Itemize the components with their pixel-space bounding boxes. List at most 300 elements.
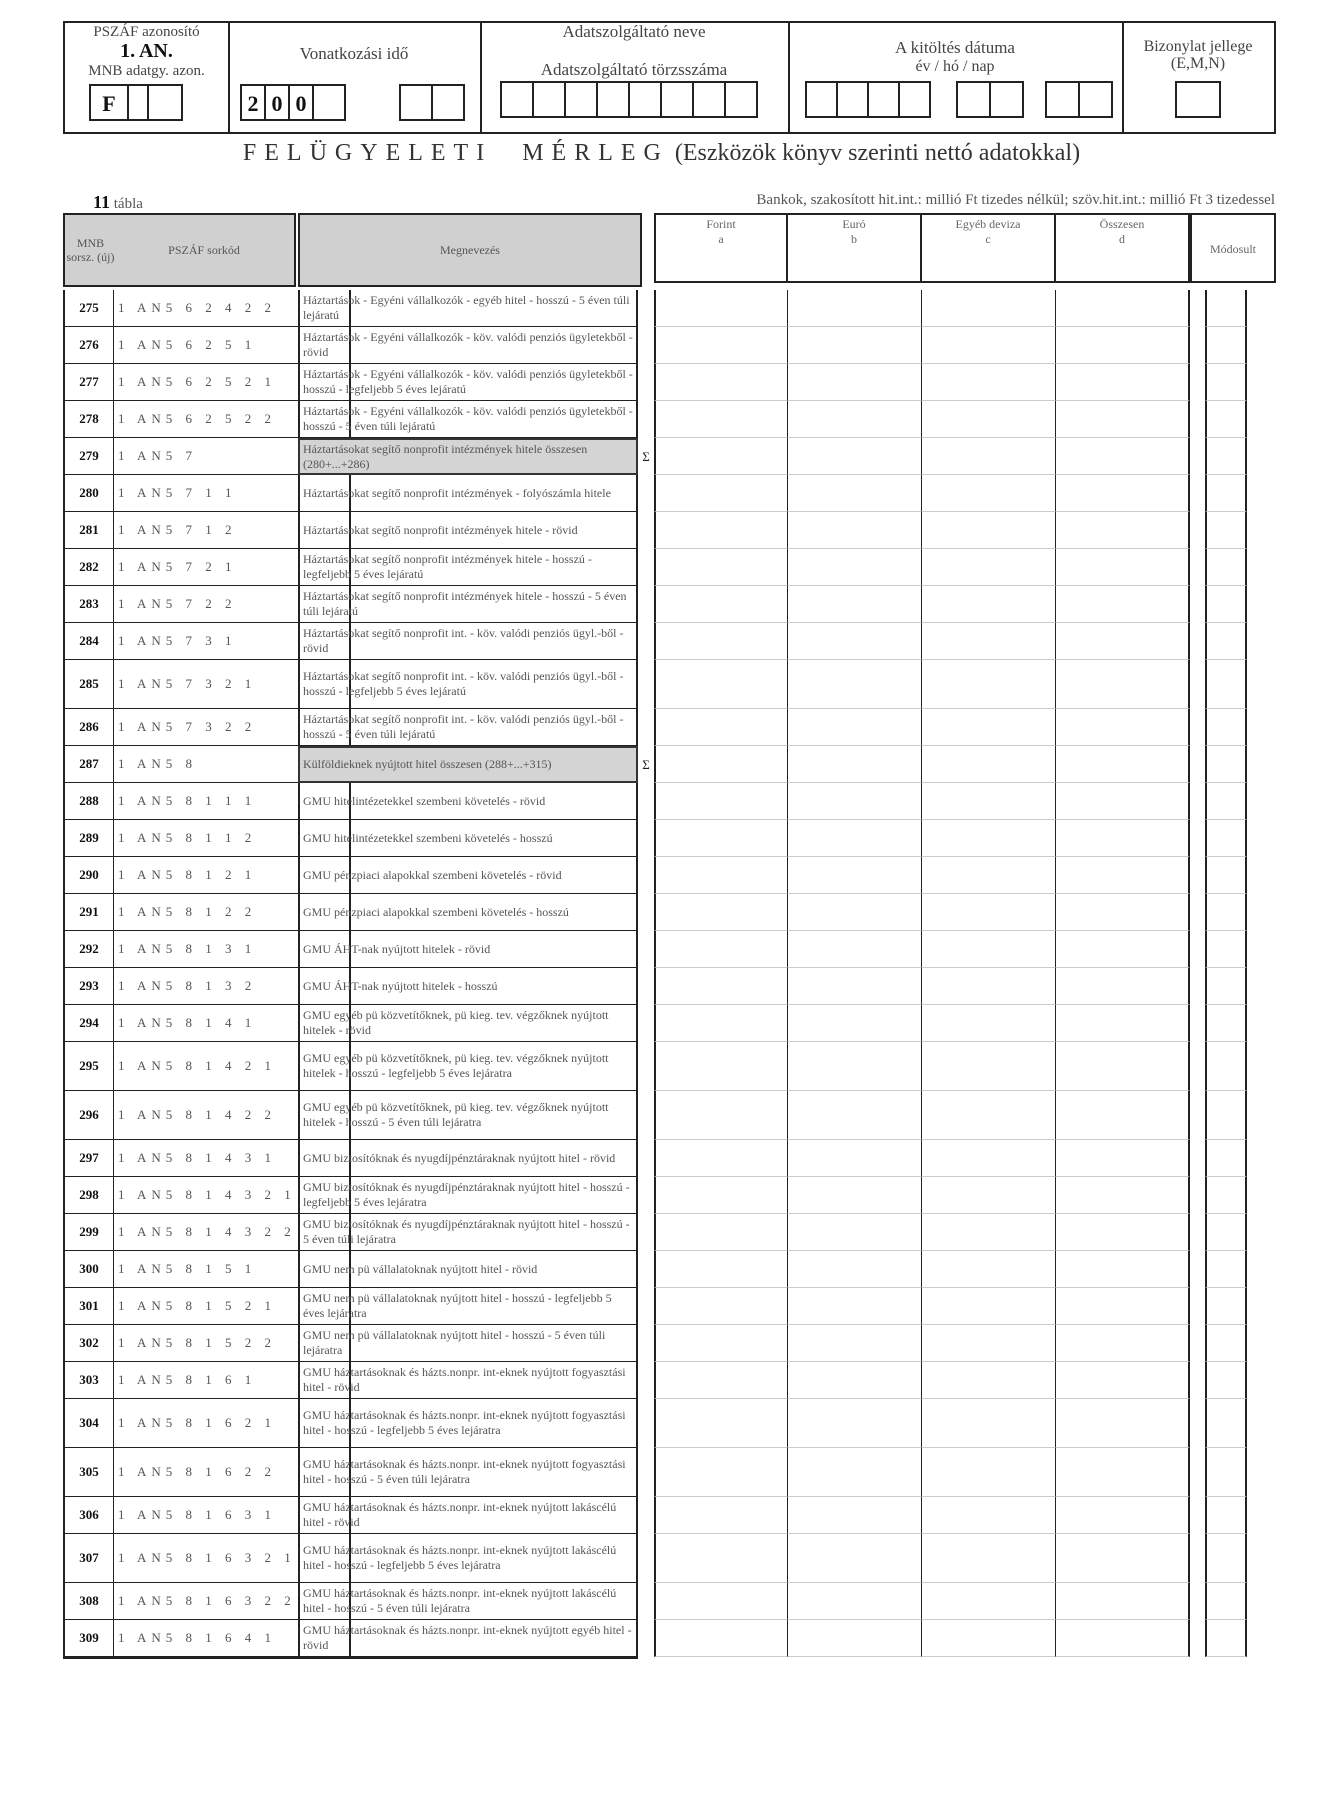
modified-cell[interactable] xyxy=(1205,1399,1247,1448)
other-currency-cell[interactable] xyxy=(922,1399,1056,1448)
euro-cell[interactable] xyxy=(788,586,922,623)
mnb-cell[interactable] xyxy=(127,84,149,121)
forint-cell[interactable] xyxy=(654,1140,788,1177)
total-cell[interactable] xyxy=(1056,1620,1190,1657)
euro-cell[interactable] xyxy=(788,1214,922,1251)
mnb-cell[interactable]: F xyxy=(89,84,129,121)
forint-cell[interactable] xyxy=(654,549,788,586)
total-cell[interactable] xyxy=(1056,820,1190,857)
row-number: 281 xyxy=(63,512,114,549)
modified-cell[interactable] xyxy=(1205,1091,1247,1140)
modified-cell[interactable] xyxy=(1205,1140,1247,1177)
modified-cell[interactable] xyxy=(1205,438,1247,475)
row-name: Háztartásokat segítő nonprofit int. - köv. valódi penziós ügyl.-ből - rövid xyxy=(298,623,638,660)
other-currency-cell[interactable] xyxy=(922,746,1056,783)
total-cell[interactable] xyxy=(1056,1042,1190,1091)
other-currency-cell[interactable] xyxy=(922,820,1056,857)
row-name: GMU nem pü vállalatoknak nyújtott hitel - hosszú - 5 éven túli lejáratra xyxy=(298,1325,638,1362)
provider-name-label: Adatszolgáltató neve xyxy=(562,22,706,41)
forint-cell[interactable] xyxy=(654,475,788,512)
euro-cell[interactable] xyxy=(788,364,922,401)
modified-cell[interactable] xyxy=(1205,709,1247,746)
table-bottom-border xyxy=(63,1657,638,1659)
col-forint xyxy=(654,213,788,283)
date-cell[interactable] xyxy=(1045,81,1080,118)
forint-cell[interactable] xyxy=(654,512,788,549)
row-name: Háztartásokat segítő nonprofit intézmények hitele - hosszú - legfeljebb 5 éves lejáratú xyxy=(298,549,638,586)
row-code: 1 AN5 8 1 4 2 2 xyxy=(114,1091,351,1140)
euro-cell[interactable] xyxy=(788,1005,922,1042)
euro-cell[interactable] xyxy=(788,746,922,783)
sum-symbol: Σ xyxy=(642,448,650,464)
total-cell[interactable] xyxy=(1056,1497,1190,1534)
total-cell[interactable] xyxy=(1056,475,1190,512)
row-code: 1 AN5 8 1 4 2 1 xyxy=(114,1042,351,1091)
row-number: 301 xyxy=(63,1288,114,1325)
fill-date-label: A kitöltés dátuma xyxy=(895,38,1015,57)
total-cell[interactable] xyxy=(1056,1399,1190,1448)
row-code: 1 AN5 8 1 2 1 xyxy=(114,857,351,894)
table-row xyxy=(63,290,1263,327)
period-cell[interactable] xyxy=(431,84,465,121)
modified-cell[interactable] xyxy=(1205,1325,1247,1362)
date-cell[interactable] xyxy=(836,81,869,118)
other-currency-cell[interactable] xyxy=(922,857,1056,894)
table-row xyxy=(63,1288,1263,1325)
total-cell[interactable] xyxy=(1056,290,1190,327)
row-name: GMU nem pü vállalatoknak nyújtott hitel - rövid xyxy=(298,1251,638,1288)
date-cell[interactable] xyxy=(898,81,931,118)
modified-cell[interactable] xyxy=(1205,549,1247,586)
row-number: 296 xyxy=(63,1091,114,1140)
other-currency-cell[interactable] xyxy=(922,1534,1056,1583)
row-number: 283 xyxy=(63,586,114,623)
modified-cell[interactable] xyxy=(1205,475,1247,512)
total-cell[interactable] xyxy=(1056,512,1190,549)
total-cell[interactable] xyxy=(1056,1325,1190,1362)
modified-cell[interactable] xyxy=(1205,327,1247,364)
row-code: 1 AN5 8 1 6 2 2 xyxy=(114,1448,351,1497)
provider-reg-cell[interactable] xyxy=(596,81,630,118)
total-cell[interactable] xyxy=(1056,1091,1190,1140)
euro-cell[interactable] xyxy=(788,1091,922,1140)
modified-cell[interactable] xyxy=(1205,1005,1247,1042)
other-currency-cell[interactable] xyxy=(922,475,1056,512)
form-header xyxy=(63,21,1276,134)
euro-cell[interactable] xyxy=(788,1620,922,1657)
total-cell[interactable] xyxy=(1056,623,1190,660)
row-code: 1 AN5 8 1 6 3 2 2 xyxy=(114,1583,351,1620)
row-number: 277 xyxy=(63,364,114,401)
euro-cell[interactable] xyxy=(788,783,922,820)
row-number: 306 xyxy=(63,1497,114,1534)
other-currency-cell[interactable] xyxy=(922,1177,1056,1214)
euro-cell[interactable] xyxy=(788,327,922,364)
period-cells-month xyxy=(399,84,465,121)
euro-cell[interactable] xyxy=(788,1362,922,1399)
other-currency-cell[interactable] xyxy=(922,1042,1056,1091)
row-code: 1 AN5 7 2 1 xyxy=(114,549,351,586)
modified-cell[interactable] xyxy=(1205,290,1247,327)
row-code: 1 AN5 8 1 6 3 1 xyxy=(114,1497,351,1534)
forint-cell[interactable] xyxy=(654,1583,788,1620)
table-label xyxy=(93,192,143,213)
euro-cell[interactable] xyxy=(788,1251,922,1288)
euro-cell[interactable] xyxy=(788,1534,922,1583)
other-currency-cell[interactable] xyxy=(922,1140,1056,1177)
total-cell[interactable] xyxy=(1056,438,1190,475)
row-number: 291 xyxy=(63,894,114,931)
date-cell[interactable] xyxy=(805,81,838,118)
date-cell[interactable] xyxy=(956,81,991,118)
row-code: 1 AN5 8 1 6 1 xyxy=(114,1362,351,1399)
row-code: 1 AN5 8 1 3 2 xyxy=(114,968,351,1005)
total-cell[interactable] xyxy=(1056,931,1190,968)
table-row xyxy=(63,1325,1263,1362)
euro-cell[interactable] xyxy=(788,1177,922,1214)
other-currency-cell[interactable] xyxy=(922,1448,1056,1497)
forint-cell[interactable] xyxy=(654,1251,788,1288)
forint-cell[interactable] xyxy=(654,783,788,820)
total-cell[interactable] xyxy=(1056,364,1190,401)
provider-reg-cell[interactable] xyxy=(660,81,694,118)
total-cell[interactable] xyxy=(1056,1251,1190,1288)
euro-cell[interactable] xyxy=(788,894,922,931)
forint-cell[interactable] xyxy=(654,586,788,623)
forint-cell[interactable] xyxy=(654,931,788,968)
modified-cell[interactable] xyxy=(1205,1583,1247,1620)
row-code: 1 AN5 8 1 1 2 xyxy=(114,820,351,857)
table-row xyxy=(63,1362,1263,1399)
row-number: 304 xyxy=(63,1399,114,1448)
modified-cell[interactable] xyxy=(1205,1214,1247,1251)
forint-cell[interactable] xyxy=(654,1288,788,1325)
table-row xyxy=(63,401,1263,438)
row-name: Külföldieknek nyújtott hitel összesen (288+...+315) xyxy=(298,746,638,783)
row-code: 1 AN5 8 1 4 3 2 2 xyxy=(114,1214,351,1251)
forint-cell[interactable] xyxy=(654,660,788,709)
euro-cell[interactable] xyxy=(788,709,922,746)
modified-cell[interactable] xyxy=(1205,820,1247,857)
total-cell[interactable] xyxy=(1056,746,1190,783)
forint-cell[interactable] xyxy=(654,857,788,894)
euro-cell[interactable] xyxy=(788,820,922,857)
other-currency-cell[interactable] xyxy=(922,401,1056,438)
row-name: GMU biztosítóknak és nyugdíjpénztáraknak nyújtott hitel - hosszú - legfeljebb 5 éves lejáratra xyxy=(298,1177,638,1214)
date-cell[interactable] xyxy=(989,81,1024,118)
date-cell[interactable] xyxy=(1078,81,1113,118)
other-currency-cell[interactable] xyxy=(922,1091,1056,1140)
modified-cell[interactable] xyxy=(1205,1497,1247,1534)
modified-cell[interactable] xyxy=(1205,1177,1247,1214)
other-currency-cell[interactable] xyxy=(922,1583,1056,1620)
euro-cell[interactable] xyxy=(788,401,922,438)
forint-cell[interactable] xyxy=(654,438,788,475)
row-number: 285 xyxy=(63,660,114,709)
forint-cell[interactable] xyxy=(654,709,788,746)
forint-cell[interactable] xyxy=(654,1005,788,1042)
euro-cell[interactable] xyxy=(788,1448,922,1497)
euro-cell[interactable] xyxy=(788,1325,922,1362)
modified-cell[interactable] xyxy=(1205,364,1247,401)
modified-cell[interactable] xyxy=(1205,1448,1247,1497)
row-code: 1 AN5 7 3 2 2 xyxy=(114,709,351,746)
euro-cell[interactable] xyxy=(788,1042,922,1091)
forint-cell[interactable] xyxy=(654,1325,788,1362)
other-currency-cell[interactable] xyxy=(922,1214,1056,1251)
row-name: Háztartásokat segítő nonprofit int. - köv. valódi penziós ügyl.-ből - hosszú - 5 éven túli lejáratú xyxy=(298,709,638,746)
other-currency-cell[interactable] xyxy=(922,1620,1056,1657)
euro-cell[interactable] xyxy=(788,438,922,475)
row-code: 1 AN5 8 1 5 2 2 xyxy=(114,1325,351,1362)
other-currency-cell[interactable] xyxy=(922,327,1056,364)
row-number: 294 xyxy=(63,1005,114,1042)
table-row xyxy=(63,1399,1263,1448)
other-currency-cell[interactable] xyxy=(922,1288,1056,1325)
col-mnb: MNB sorsz. (új) xyxy=(63,213,118,287)
total-cell[interactable] xyxy=(1056,401,1190,438)
table-row xyxy=(63,549,1263,586)
euro-cell[interactable] xyxy=(788,290,922,327)
title-part2: MÉRLEG xyxy=(522,140,669,166)
row-code: 1 AN5 8 xyxy=(114,746,351,783)
forint-cell[interactable] xyxy=(654,894,788,931)
modified-cell[interactable] xyxy=(1205,968,1247,1005)
total-cell[interactable] xyxy=(1056,894,1190,931)
other-currency-cell[interactable] xyxy=(922,1251,1056,1288)
other-currency-cell[interactable] xyxy=(922,549,1056,586)
doc-type-cell[interactable] xyxy=(1175,81,1221,118)
row-number: 299 xyxy=(63,1214,114,1251)
period-cell[interactable]: 0 xyxy=(264,84,290,121)
row-code: 1 AN5 8 1 6 2 1 xyxy=(114,1399,351,1448)
modified-cell[interactable] xyxy=(1205,746,1247,783)
total-cell[interactable] xyxy=(1056,586,1190,623)
modified-cell[interactable] xyxy=(1205,857,1247,894)
other-currency-cell[interactable] xyxy=(922,364,1056,401)
forint-cell[interactable] xyxy=(654,327,788,364)
total-cell[interactable] xyxy=(1056,1534,1190,1583)
doc-type-cells xyxy=(1175,81,1221,118)
forint-cell[interactable] xyxy=(654,1448,788,1497)
row-code: 1 AN5 8 1 5 2 1 xyxy=(114,1288,351,1325)
total-cell[interactable] xyxy=(1056,1214,1190,1251)
row-name: GMU háztartásoknak és házts.nonpr. int-eknek nyújtott fogyasztási hitel - rövid xyxy=(298,1362,638,1399)
row-code: 1 AN5 8 1 3 1 xyxy=(114,931,351,968)
other-currency-cell[interactable] xyxy=(922,709,1056,746)
total-cell[interactable] xyxy=(1056,327,1190,364)
row-name: GMU hitelintézetekkel szembeni követelés - hosszú xyxy=(298,820,638,857)
total-cell[interactable] xyxy=(1056,783,1190,820)
table-row xyxy=(63,623,1263,660)
other-currency-cell[interactable] xyxy=(922,894,1056,931)
row-number: 292 xyxy=(63,931,114,968)
table-row xyxy=(63,1497,1263,1534)
euro-cell[interactable] xyxy=(788,1140,922,1177)
row-name: GMU háztartásoknak és házts.nonpr. int-eknek nyújtott lakáscélú hitel - hosszú - legfeljebb 5 éves lejáratra xyxy=(298,1534,638,1583)
row-number: 302 xyxy=(63,1325,114,1362)
period-cell[interactable] xyxy=(312,84,346,121)
euro-cell[interactable] xyxy=(788,1399,922,1448)
other-currency-cell[interactable] xyxy=(922,1005,1056,1042)
row-code: 1 AN5 8 1 1 1 xyxy=(114,783,351,820)
provider-reg-cell[interactable] xyxy=(532,81,566,118)
row-number: 295 xyxy=(63,1042,114,1091)
forint-cell[interactable] xyxy=(654,1214,788,1251)
row-name: Háztartásokat segítő nonprofit intézmények hitele összesen (280+...+286) xyxy=(298,438,638,475)
forint-cell[interactable] xyxy=(654,1042,788,1091)
euro-cell[interactable] xyxy=(788,512,922,549)
forint-cell[interactable] xyxy=(654,1177,788,1214)
total-cell[interactable] xyxy=(1056,549,1190,586)
col-other xyxy=(922,213,1056,283)
total-cell[interactable] xyxy=(1056,1005,1190,1042)
other-currency-cell[interactable] xyxy=(922,1497,1056,1534)
date-cell[interactable] xyxy=(867,81,900,118)
total-cell[interactable] xyxy=(1056,709,1190,746)
modified-cell[interactable] xyxy=(1205,1251,1247,1288)
modified-cell[interactable] xyxy=(1205,512,1247,549)
euro-cell[interactable] xyxy=(788,623,922,660)
euro-cell[interactable] xyxy=(788,660,922,709)
euro-cell[interactable] xyxy=(788,857,922,894)
other-currency-cell[interactable] xyxy=(922,586,1056,623)
period-cell[interactable] xyxy=(399,84,433,121)
unit-note: Bankok, szakosított hit.int.: millió Ft tizedes nélkül; szöv.hit.int.: millió Ft 3 tizedessel xyxy=(756,192,1275,208)
provider-reg-cell[interactable] xyxy=(628,81,662,118)
row-number: 282 xyxy=(63,549,114,586)
period-cell[interactable]: 0 xyxy=(288,84,314,121)
forint-cell[interactable] xyxy=(654,1399,788,1448)
forint-cell[interactable] xyxy=(654,290,788,327)
row-name: Háztartásokat segítő nonprofit intézmények - folyószámla hitele xyxy=(298,475,638,512)
row-code: 1 AN5 8 1 4 1 xyxy=(114,1005,351,1042)
row-number: 276 xyxy=(63,327,114,364)
row-number: 279 xyxy=(63,438,114,475)
euro-cell[interactable] xyxy=(788,968,922,1005)
row-name: GMU pénzpiaci alapokkal szembeni követelés - hosszú xyxy=(298,894,638,931)
row-number: 287 xyxy=(63,746,114,783)
table-row xyxy=(63,327,1263,364)
col-total xyxy=(1056,213,1190,283)
provider-reg-cell[interactable] xyxy=(500,81,534,118)
euro-cell[interactable] xyxy=(788,1288,922,1325)
forint-cell[interactable] xyxy=(654,1497,788,1534)
forint-cell[interactable] xyxy=(654,1620,788,1657)
row-name: GMU háztartásoknak és házts.nonpr. int-eknek nyújtott lakáscélú hitel - rövid xyxy=(298,1497,638,1534)
other-currency-cell[interactable] xyxy=(922,512,1056,549)
forint-cell[interactable] xyxy=(654,820,788,857)
euro-cell[interactable] xyxy=(788,475,922,512)
forint-cell[interactable] xyxy=(654,746,788,783)
row-code: 1 AN5 8 1 2 2 xyxy=(114,894,351,931)
modified-cell[interactable] xyxy=(1205,586,1247,623)
total-cell[interactable] xyxy=(1056,1140,1190,1177)
modified-cell[interactable] xyxy=(1205,623,1247,660)
provider-reg-cell[interactable] xyxy=(564,81,598,118)
euro-cell[interactable] xyxy=(788,549,922,586)
table-row xyxy=(63,1251,1263,1288)
sum-symbol: Σ xyxy=(642,756,650,772)
total-cell[interactable] xyxy=(1056,1288,1190,1325)
other-currency-cell[interactable] xyxy=(922,290,1056,327)
forint-cell[interactable] xyxy=(654,1534,788,1583)
provider-reg-cell[interactable] xyxy=(724,81,758,118)
other-currency-cell[interactable] xyxy=(922,623,1056,660)
euro-cell[interactable] xyxy=(788,931,922,968)
modified-cell[interactable] xyxy=(1205,1620,1247,1657)
period-cell[interactable]: 2 xyxy=(240,84,266,121)
total-cell[interactable] xyxy=(1056,1448,1190,1497)
row-number: 275 xyxy=(63,290,114,327)
table-row xyxy=(63,1534,1263,1583)
provider-reg-cell[interactable] xyxy=(692,81,726,118)
other-currency-cell[interactable] xyxy=(922,968,1056,1005)
other-currency-cell[interactable] xyxy=(922,1325,1056,1362)
other-currency-cell[interactable] xyxy=(922,783,1056,820)
forint-cell[interactable] xyxy=(654,401,788,438)
forint-cell[interactable] xyxy=(654,1091,788,1140)
table-row xyxy=(63,1214,1263,1251)
forint-cell[interactable] xyxy=(654,1362,788,1399)
modified-cell[interactable] xyxy=(1205,1362,1247,1399)
row-code: 1 AN5 7 3 1 xyxy=(114,623,351,660)
modified-cell[interactable] xyxy=(1205,931,1247,968)
forint-cell[interactable] xyxy=(654,623,788,660)
other-currency-cell[interactable] xyxy=(922,931,1056,968)
table-row xyxy=(63,746,1263,783)
total-cell[interactable] xyxy=(1056,1583,1190,1620)
row-code: 1 AN5 6 2 5 2 2 xyxy=(114,401,351,438)
table-row xyxy=(63,512,1263,549)
other-currency-cell[interactable] xyxy=(922,660,1056,709)
other-currency-cell[interactable] xyxy=(922,1362,1056,1399)
total-cell[interactable] xyxy=(1056,968,1190,1005)
other-currency-cell[interactable] xyxy=(922,438,1056,475)
modified-cell[interactable] xyxy=(1205,1042,1247,1091)
col-other-label: Egyéb deviza xyxy=(955,217,1021,231)
modified-cell[interactable] xyxy=(1205,894,1247,931)
row-code: 1 AN5 6 2 5 1 xyxy=(114,327,351,364)
forint-cell[interactable] xyxy=(654,968,788,1005)
forint-cell[interactable] xyxy=(654,364,788,401)
modified-cell[interactable] xyxy=(1205,660,1247,709)
row-number: 289 xyxy=(63,820,114,857)
row-code: 1 AN5 6 2 5 2 1 xyxy=(114,364,351,401)
euro-cell[interactable] xyxy=(788,1583,922,1620)
total-cell[interactable] xyxy=(1056,1177,1190,1214)
row-number: 307 xyxy=(63,1534,114,1583)
row-name: GMU biztosítóknak és nyugdíjpénztáraknak nyújtott hitel - hosszú - 5 éven túli lejáratra xyxy=(298,1214,638,1251)
period-label: Vonatkozási idő xyxy=(299,44,409,63)
modified-cell[interactable] xyxy=(1205,1288,1247,1325)
euro-cell[interactable] xyxy=(788,1497,922,1534)
row-name: GMU háztartásoknak és házts.nonpr. int-eknek nyújtott fogyasztási hitel - hosszú - 5 éven túli lejáratra xyxy=(298,1448,638,1497)
row-number: 309 xyxy=(63,1620,114,1657)
table-row xyxy=(63,857,1263,894)
table-row xyxy=(63,1620,1263,1657)
modified-cell[interactable] xyxy=(1205,401,1247,438)
total-cell[interactable] xyxy=(1056,660,1190,709)
total-cell[interactable] xyxy=(1056,857,1190,894)
total-cell[interactable] xyxy=(1056,1362,1190,1399)
provider-reg-label: Adatszolgáltató törzsszáma xyxy=(540,60,728,79)
modified-cell[interactable] xyxy=(1205,1534,1247,1583)
mnb-cell[interactable] xyxy=(147,84,183,121)
modified-cell[interactable] xyxy=(1205,783,1247,820)
row-name: Háztartások - Egyéni vállalkozók - köv. valódi penziós ügyletekből - hosszú - 5 éven túli lejáratú xyxy=(298,401,638,438)
row-number: 303 xyxy=(63,1362,114,1399)
